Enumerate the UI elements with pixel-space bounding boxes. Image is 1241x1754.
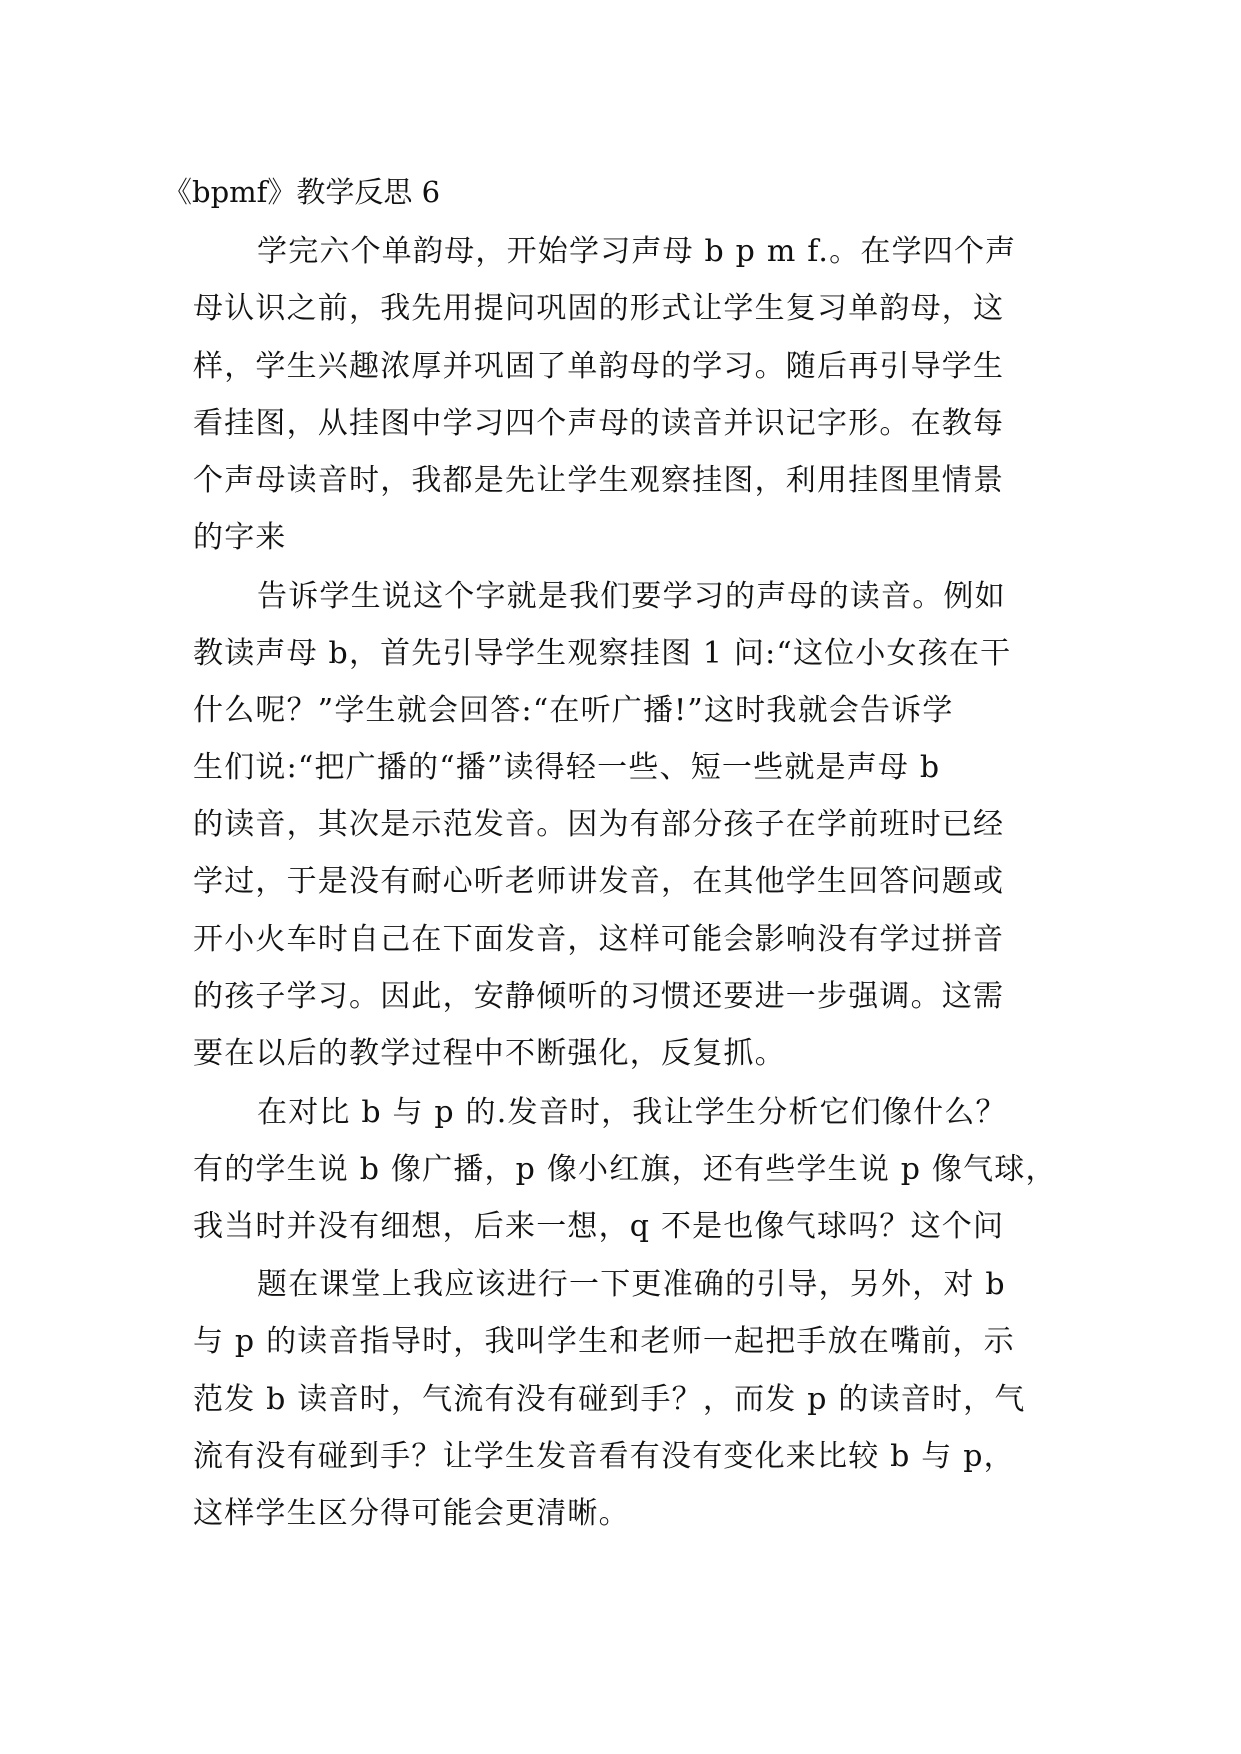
paragraph-line: 的孩子学习。因此，安静倾听的习惯还要进一步强调。这需 bbox=[193, 979, 1005, 1014]
paragraph-line: 这样学生区分得可能会更清晰。 bbox=[193, 1496, 630, 1531]
paragraph-line: 看挂图，从挂图中学习四个声母的读音并识记字形。在教每 bbox=[193, 406, 1005, 441]
paragraph-line: 的读音，其次是示范发音。因为有部分孩子在学前班时已经 bbox=[193, 807, 1005, 842]
paragraph-line: 告诉学生说这个字就是我们要学习的声母的读音。例如 bbox=[257, 579, 1006, 614]
paragraph-line: 我当时并没有细想，后来一想，q 不是也像气球吗？这个问 bbox=[193, 1209, 1005, 1244]
paragraph-line: 有的学生说 b 像广播，p 像小红旗，还有些学生说 p 像气球， bbox=[193, 1152, 1057, 1187]
paragraph-line: 要在以后的教学过程中不断强化，反复抓。 bbox=[193, 1036, 786, 1071]
paragraph-line: 流有没有碰到手？让学生发音看有没有变化来比较 b 与 p， bbox=[193, 1439, 1015, 1474]
paragraph-line: 的字来 bbox=[193, 520, 287, 555]
paragraph-line: 开小火车时自己在下面发音，这样可能会影响没有学过拼音 bbox=[193, 922, 1005, 957]
paragraph-line: 在对比 b 与 p 的.发音时，我让学生分析它们像什么？ bbox=[257, 1095, 1007, 1130]
paragraph-line: 母认识之前，我先用提问巩固的形式让学生复习单韵母，这 bbox=[193, 291, 1005, 326]
paragraph-line: 学完六个单韵母，开始学习声母 b p m f.。在学四个声 bbox=[257, 234, 1017, 269]
paragraph-line: 个声母读音时，我都是先让学生观察挂图，利用挂图里情景 bbox=[193, 463, 1005, 498]
paragraph-line: 学过，于是没有耐心听老师讲发音，在其他学生回答问题或 bbox=[193, 864, 1005, 899]
paragraph-line: 生们说:“把广播的“播”读得轻一些、短一些就是声母 b bbox=[193, 750, 941, 785]
paragraph-line: 教读声母 b，首先引导学生观察挂图 1 问:“这位小女孩在干 bbox=[193, 636, 1012, 671]
paragraph-line: 题在课堂上我应该进行一下更准确的引导，另外，对 b bbox=[257, 1267, 1006, 1302]
paragraph-line: 什么呢？”学生就会回答:“在听广播!”这时我就会告诉学 bbox=[193, 693, 954, 728]
document-title: 《bpmf》教学反思 6 bbox=[163, 175, 441, 209]
paragraph-line: 样，学生兴趣浓厚并巩固了单韵母的学习。随后再引导学生 bbox=[193, 349, 1005, 384]
paragraph-line: 与 p 的读音指导时，我叫学生和老师一起把手放在嘴前，示 bbox=[193, 1324, 1015, 1359]
paragraph-line: 范发 b 读音时，气流有没有碰到手？，而发 p 的读音时，气 bbox=[193, 1382, 1026, 1417]
